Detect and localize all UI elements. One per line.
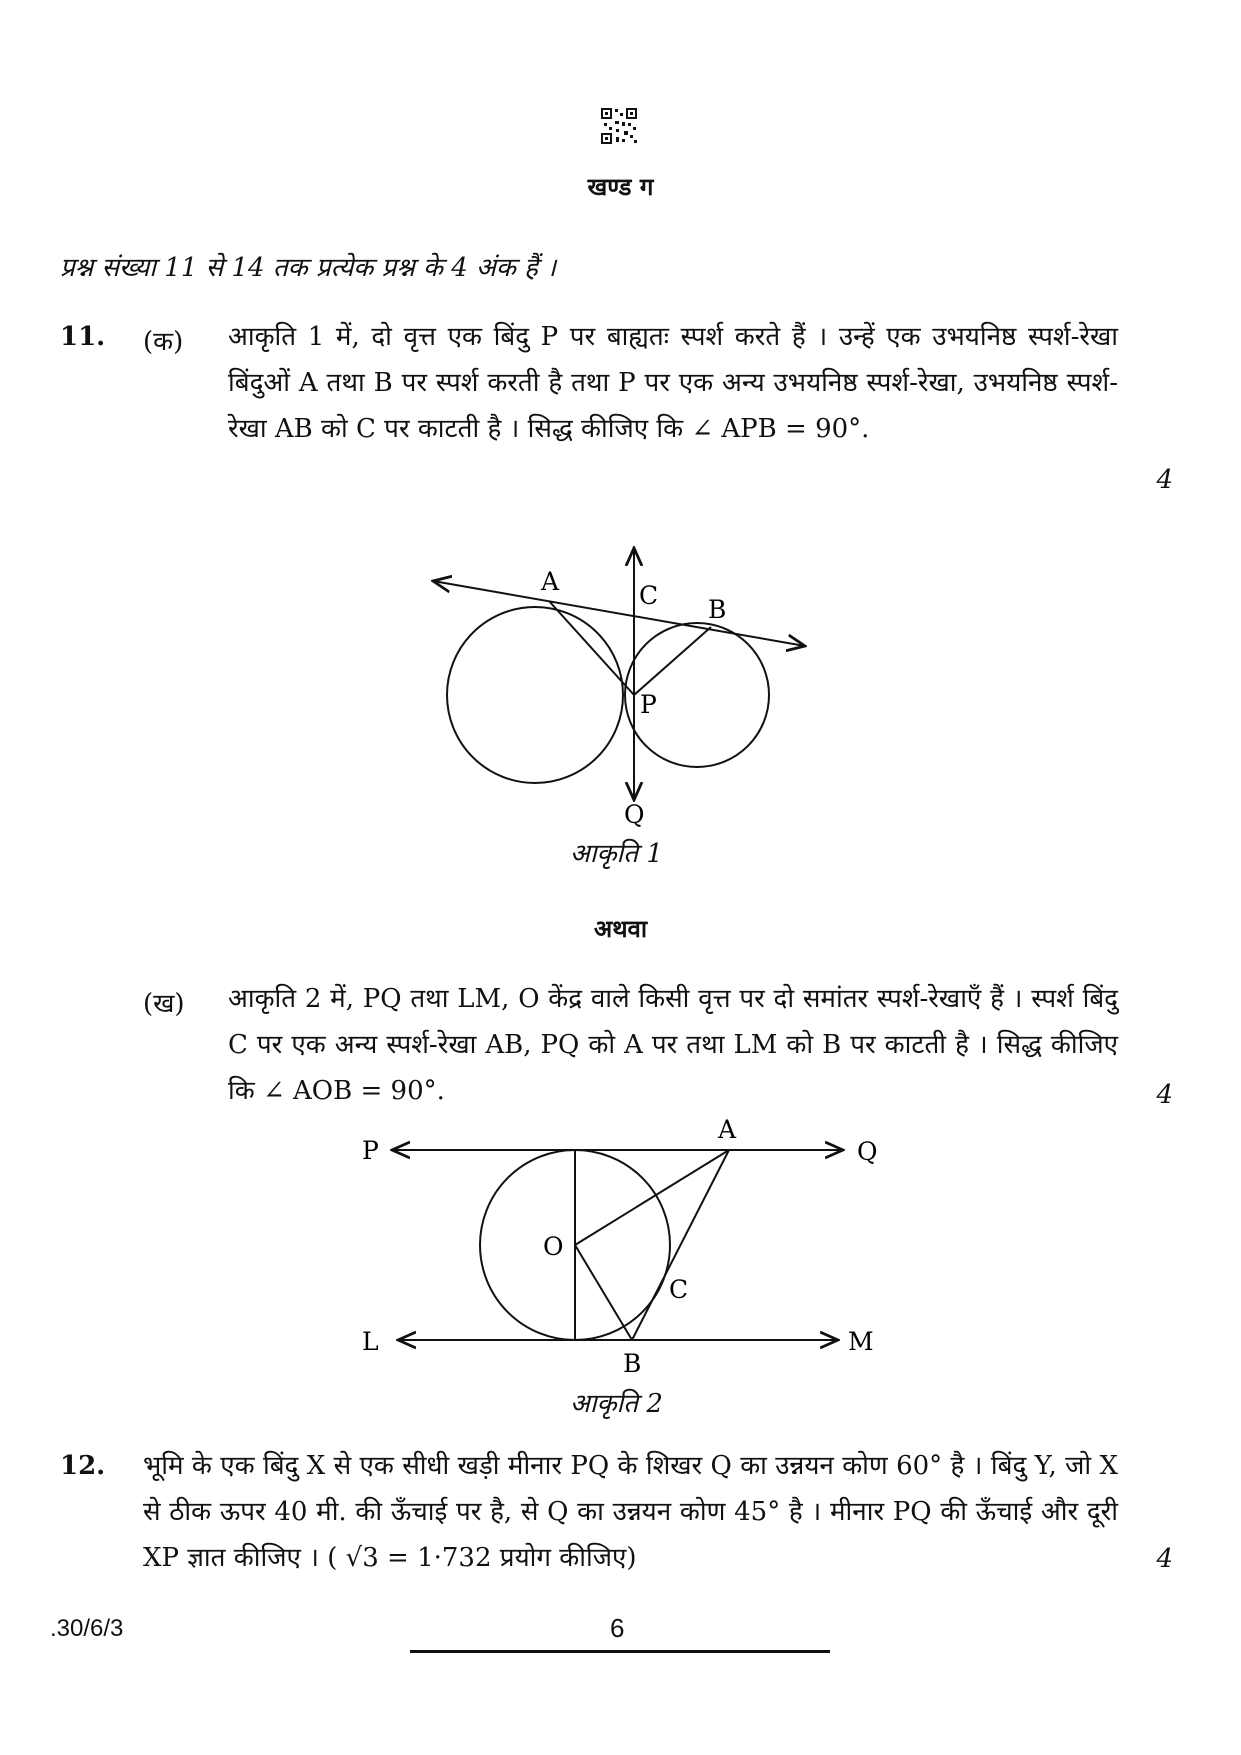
qr-code-icon xyxy=(600,107,638,145)
label-q: Q xyxy=(624,800,645,829)
label-q: Q xyxy=(857,1137,878,1166)
question-12-number: 12. xyxy=(60,1451,106,1481)
instruction-text: प्रश्न संख्या 11 से 14 तक प्रत्येक प्रश्न के 4 अंक हैं । xyxy=(60,253,557,283)
question-11b-text: आकृति 2 में, PQ तथा LM, O केंद्र वाले किसी वृत्त पर दो समांतर स्पर्श-रेखाएँ हैं । स्पर्श बिंदु C पर एक अन्य स्पर्श-रेखा AB, PQ को A पर तथा LM को B पर काटती है । सिद्ध कीजिए कि ∠ AOB = 90°. xyxy=(228,984,1118,1106)
label-a: A xyxy=(718,1115,737,1144)
question-11a-marks: 4 xyxy=(1156,465,1173,495)
page-number: 6 xyxy=(610,1613,625,1643)
question-11a-text: आकृति 1 में, दो वृत्त एक बिंदु P पर बाह्यतः स्पर्श करते हैं । उन्हें एक उभयनिष्ठ स्पर्श-रेखा बिंदुओं A तथा B पर स्पर्श करती है तथा P पर एक अन्य उभयनिष्ठ स्पर्श-रेखा, उभयनिष्ठ स्पर्श-रेखा AB को C पर काटती है । सिद्ध कीजिए कि ∠ APB = 90°. xyxy=(228,322,1118,444)
label-m: M xyxy=(848,1327,874,1356)
figure-1-caption: आकृति 1 xyxy=(570,839,663,869)
label-c: C xyxy=(639,581,659,610)
question-11-number: 11. xyxy=(60,322,106,352)
or-separator: अथवा xyxy=(593,914,648,943)
label-p: P xyxy=(362,1136,379,1165)
question-12-text: भूमि के एक बिंदु X से एक सीधी खड़ी मीनार PQ के शिखर Q का उन्नयन कोण 60° है । बिंदु Y, जो X से ठीक ऊपर 40 मी. की ऊँचाई पर है, से Q का उन्नयन कोण 45° है । मीनार PQ की ऊँचाई और दूरी XP ज्ञात कीजिए । ( √3 = 1·732 प्रयोग कीजिए) xyxy=(143,1451,1118,1573)
question-11a-label: (क) xyxy=(143,327,184,357)
segment-oa xyxy=(575,1150,729,1245)
question-11b-label: (ख) xyxy=(143,989,185,1019)
label-o: O xyxy=(543,1232,564,1261)
label-p: P xyxy=(640,690,657,719)
tangent-line-ab xyxy=(433,581,805,646)
label-l: L xyxy=(362,1327,379,1356)
footer-rule xyxy=(410,1650,830,1653)
segment-bp xyxy=(634,627,711,695)
label-b: B xyxy=(708,595,727,624)
question-12-marks: 4 xyxy=(1156,1544,1173,1574)
tangent-ab xyxy=(632,1150,729,1340)
segment-ap xyxy=(549,601,634,695)
label-c: C xyxy=(669,1275,689,1304)
label-b: B xyxy=(623,1349,642,1378)
label-a: A xyxy=(541,567,560,596)
paper-code: .30/6/3 xyxy=(50,1615,124,1642)
figure-2-diagram xyxy=(350,1110,900,1380)
section-title: खण्ड ग xyxy=(587,172,654,201)
figure-1-diagram xyxy=(420,535,820,830)
large-circle xyxy=(447,607,623,783)
segment-ob xyxy=(575,1245,632,1340)
figure-2-caption: आकृति 2 xyxy=(570,1389,663,1419)
question-11b-marks: 4 xyxy=(1156,1080,1173,1110)
